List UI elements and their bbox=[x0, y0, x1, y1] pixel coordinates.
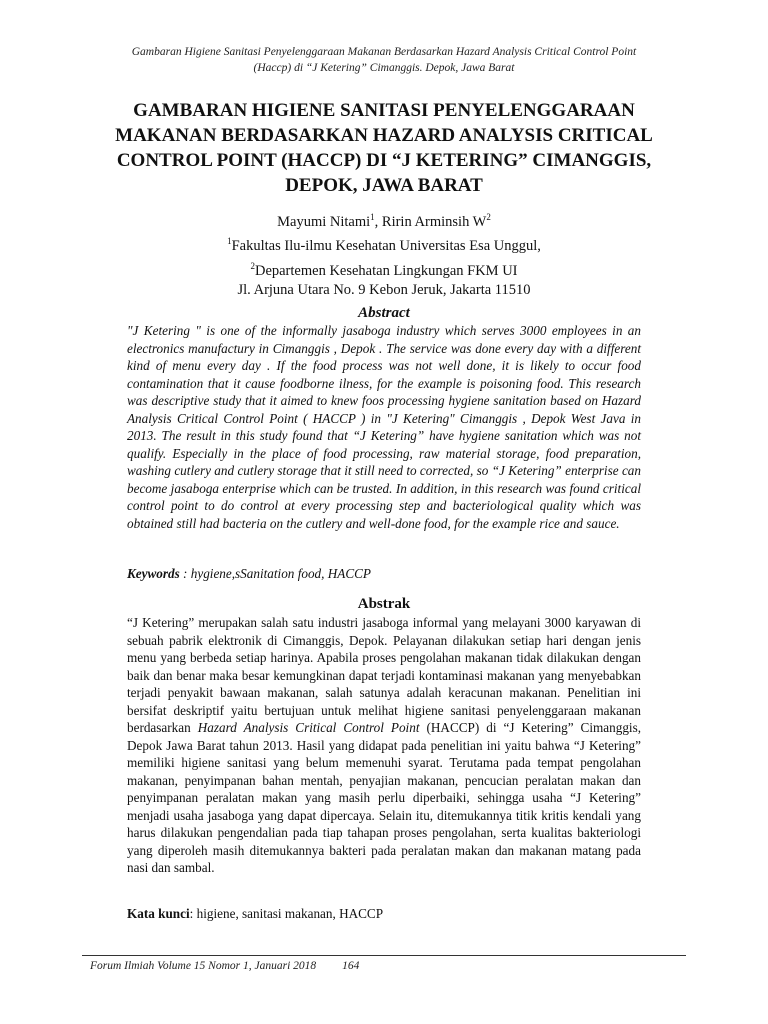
abstract-text: "J Ketering " is one of the informally jasaboga industry which serves 3000 employees in an electronics manufactury in Cimanggis , Depok . The service was done every day with a different kind of menu every day . If the food process was not well done, it is likely to occur food contamination that it cause foodborne ilness, for the example is poisoning food. This research was descriptive study that it aimed to knew foos processing hygiene sanitation based on Hazard Analysis Critical Control Point ( HACCP ) in "J Ketering" Cimanggis , Depok West Java in 2013. The result in this study found that “J Ketering” have hygiene sanitation which was not qualify. Especially in the place of food processing, raw material storage, food preparation, washing cutlery and cutlery storage that it still need to corrected, so “J Ketering” enterprise can become jasaboga enterprise which can be trusted. In addition, in this research was found critical control point to do control at every processing step and bacteriological quality which was obtained still had bacteria on the cutlery and well-done food, for the example rice and sauce. bbox=[127, 323, 641, 531]
author-2: Ririn Arminsih W bbox=[381, 213, 487, 230]
title-line-1: GAMBARAN HIGIENE SANITASI PENYELENGGARAAN bbox=[133, 100, 635, 121]
kata-kunci-value: higiene, sanitasi makanan, HACCP bbox=[196, 906, 384, 921]
keywords-label: Keywords bbox=[127, 566, 180, 581]
author-1-sup: 1 bbox=[370, 212, 375, 222]
author-names bbox=[0, 208, 768, 232]
affiliation-2 bbox=[0, 257, 768, 281]
abstrak-text bbox=[127, 614, 641, 877]
abstract-heading: Abstract bbox=[358, 305, 410, 321]
kata-kunci-line bbox=[127, 906, 383, 922]
title-line-4: DEPOK, JAWA BARAT bbox=[285, 175, 483, 196]
running-head-line-2: (Haccp) di “J Ketering” Cimanggis. Depok, Jawa Barat bbox=[253, 62, 515, 74]
address: Jl. Arjuna Utara No. 9 Kebon Jeruk, Jakarta 11510 bbox=[237, 281, 531, 298]
keywords-value: hygiene,sSanitation food, HACCP bbox=[190, 566, 371, 581]
affiliation-1 bbox=[0, 232, 768, 256]
footer-journal: Forum Ilmiah Volume 15 Nomor 1, Januari 2018 bbox=[90, 960, 317, 972]
page-footer bbox=[90, 960, 359, 972]
running-head-line-1: Gambaran Higiene Sanitasi Penyelenggaraan Makanan Berdasarkan Hazard Analysis Critical Control Point bbox=[131, 46, 637, 58]
author-separator: , bbox=[374, 213, 382, 230]
kata-kunci-separator: : bbox=[189, 906, 197, 921]
affiliation-2-text: Departemen Kesehatan Lingkungan FKM UI bbox=[254, 262, 518, 279]
running-head bbox=[0, 44, 768, 76]
keywords-line bbox=[127, 566, 371, 582]
title-line-2: MAKANAN BERDASARKAN HAZARD ANALYSIS CRITICAL bbox=[115, 125, 653, 146]
abstrak-text-part-2: (HACCP) di “J Ketering” Cimanggis, Depok Jawa Barat tahun 2013. Hasil yang didapat pada penelitian ini yaitu bahwa “J Ketering” memiliki higiene sanitasi yang belum memenuhi syarat. Terutama pada tempat pengolahan makanan, penyimpanan bahan mentah, penyajian makanan, pencucian peralatan makan dan penyimpanan peralatan makan yang masih perlu diperbaiki, sehingga usaha “J Ketering” menjadi usaha jasaboga yang dapat dipercaya. Selain itu, ditemukannya titik kritis kendali yang harus dilakukan pengendalian pada tiap tahapan proses pengolahan, serta kualitas bakteriologi yang diperoleh masih ditemukannya bakteri pada peralatan makan dan makanan matang pada nasi dan sambal. bbox=[127, 720, 642, 875]
abstrak-text-italic: Hazard Analysis Critical Control Point bbox=[197, 720, 420, 735]
footer-rule bbox=[82, 955, 686, 956]
author-block bbox=[0, 208, 768, 300]
paper-title bbox=[60, 98, 708, 198]
kata-kunci-label: Kata kunci bbox=[127, 906, 190, 921]
affiliation-1-sup: 1 bbox=[227, 236, 232, 247]
title-line-3: CONTROL POINT (HACCP) DI “J KETERING” CIMANGGIS, bbox=[116, 150, 652, 171]
affiliation-1-text: Fakultas Ilu-ilmu Kesehatan Universitas Esa Unggul, bbox=[231, 238, 541, 255]
abstrak-text-part-1: “J Ketering” merupakan salah satu industri jasaboga informal yang melayani 3000 karyawan di sebuah pabrik elektronik di Cimanggis, Depok. Pelayanan dilakukan setiap hari dengan jenis menu yang berbeda setiap harinya. Apabila proses pengolahan makanan tidak dilakukan dengan baik dan benar maka besar kemungkinan dapat terjadi kontaminasi makanan yang menyebabkan terjadi penyakit bawaan makanan, salah satunya adalah keracunan makanan. Penelitian ini bersifat deskriptif yaitu bertujuan untuk melihat higiene sanitasi penyelenggaraan makanan berdasarkan bbox=[127, 615, 641, 735]
page-number: 164 bbox=[342, 960, 360, 972]
abstrak-heading: Abstrak bbox=[357, 596, 411, 612]
keywords-separator: : bbox=[179, 566, 191, 581]
author-1: Mayumi Nitami bbox=[277, 213, 371, 230]
affiliation-2-sup: 2 bbox=[250, 260, 255, 271]
author-2-sup: 2 bbox=[486, 212, 491, 222]
